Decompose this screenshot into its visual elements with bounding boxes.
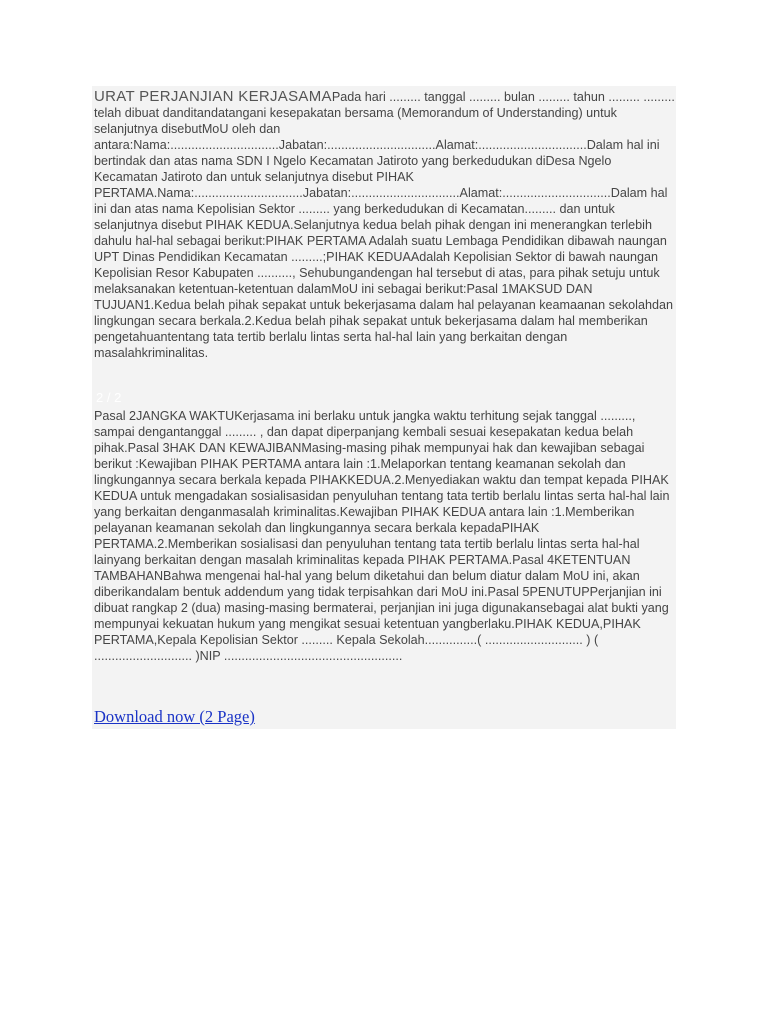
page-number-marker: 2 / 2 [96,390,122,405]
document-page-2-text [94,408,676,664]
document-title: URAT PERJANJIAN KERJASAMA [94,88,332,105]
document-page-1-text [94,89,676,361]
page-2-body: Pasal 2JANGKA WAKTUKerjasama ini berlaku untuk jangka waktu terhitung sejak tanggal ........., sampai dengantanggal ......... , dan dapat diperpanjang kembali sesuai kesepakatan kedua belah pihak.Pasal 3HAK DAN KEWAJIBANMasing-masing pihak mempunyai hak dan kewajiban sebagai berikut :Kewajiban PIHAK PERTAMA antara lain :1.Melaporkan tentang keamanan sekolah dan lingkungannya secara berkala kepada PIHAKKEDUA.2.Menyediakan waktu dan tempat kepada PIHAK KEDUA untuk mengadakan sosialisasidan penyuluhan tentang tata tertib berlalu lintas serta hal-hal lain yang berkaitan denganmasalah kriminalitas.Kewajiban PIHAK KEDUA antara lain :1.Memberikan pelayanan keamanan sekolah dan lingkungannya secara berkala kepadaPIHAK PERTAMA.2.Memberikan sosialisasi dan penyuluhan tentang tata tertib berlalu lintas serta hal-hal lainyang berkaitan dengan masalah kriminalitas kepada PIHAK PERTAMA.Pasal 4KETENTUAN TAMBAHANBahwa mengenai hal-hal yang belum diketahui dan belum diatur dalam MoU ini, akan diberikandalam bentuk addendum yang tidak terpisahkan dari MoU ini.Pasal 5PENUTUPPerjanjian ini dibuat rangkap 2 (dua) masing-masing bermaterai, perjanjian ini juga digunakansebagai alat bukti yang mempunyai kekuatan hukum yang mengikat sesuai ketentuan yangberlaku.PIHAK KEDUA,PIHAK PERTAMA,Kepala Kepolisian Sektor ......... Kepala Sekolah...............( ............................ ) ( ............................ )NIP ................................................... [94,409,670,663]
download-link[interactable]: Download now (2 Page) [94,707,255,726]
page-1-body: Pada hari ......... tanggal ......... bulan ......... tahun ......... ......... telah dibuat danditandatangani kesepakatan bersama (Memorandum of Understanding) untuk selanjutnya disebutMoU oleh dan antara:Nama:...............................Jabatan:...............................Alamat:...............................Dalam hal ini bertindak dan atas nama SDN I Ngelo Kecamatan Jatiroto yang berkedudukan diDesa Ngelo Kecamatan Jatiroto dan untuk selanjutnya disebut PIHAK PERTAMA.Nama:...............................Jabatan:...............................Alamat:...............................Dalam hal ini dan atas nama Kepolisian Sektor ......... yang berkedudukan di Kecamatan......... dan untuk selanjutnya disebut PIHAK KEDUA.Selanjutnya kedua belah pihak dengan ini menerangkan terlebih dahulu hal-hal sebagai berikut:PIHAK PERTAMA Adalah suatu Lembaga Pendidikan dibawah naungan UPT Dinas Pendidikan Kecamatan .........;PIHAK KEDUAAdalah Kepolisian Sektor di bawah naungan Kepolisian Resor Kabupaten .........., Sehubungandengan hal tersebut di atas, para pihak setuju untuk melaksanakan ketentuan-ketentuan dalamMoU ini sebagai berikut:Pasal 1MAKSUD DAN TUJUAN1.Kedua belah pihak sepakat untuk bekerjasama dalam hal pelayanan keamaanan sekolahdan lingkungan secara berkala.2.Kedua belah pihak sepakat untuk bekerjasama dalam hal memberikan pengetahuantentang tata tertib berlalu lintas serta hal-hal lain yang berkaitan dengan masalahkriminalitas. [94,90,675,360]
